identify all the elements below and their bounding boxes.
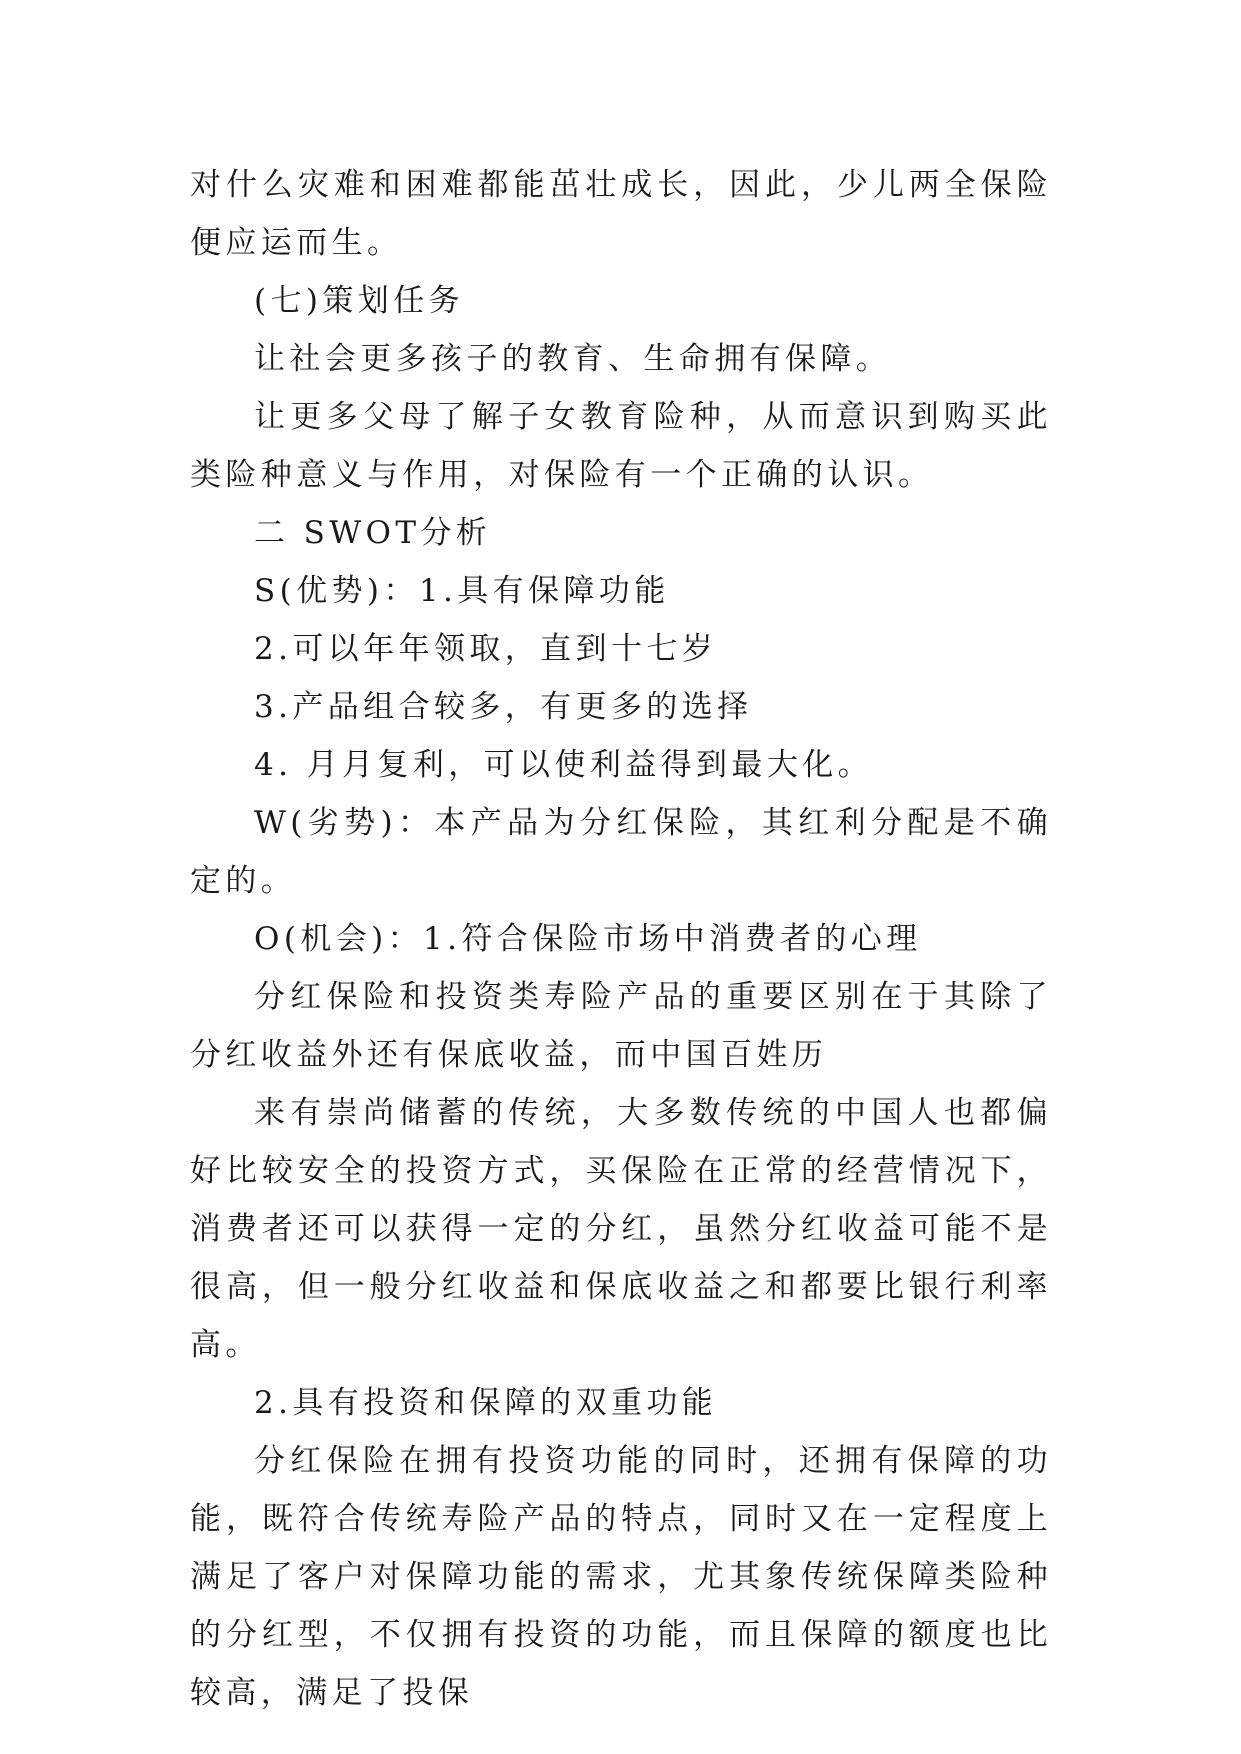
strength-item: S(优势)：1.具有保障功能 <box>254 573 670 609</box>
paragraph: 让社会更多孩子的教育、生命拥有保障。 <box>254 341 892 377</box>
strength-item: 2.可以年年领取，直到十七岁 <box>254 631 718 667</box>
paragraph: 来有崇尚储蓄的传统，大多数传统的中国人也都偏好比较安全的投资方式，买保险在正常的经营情况下，消费者还可以获得一定的分红，虽然分红收益可能不是很高，但一般分红收益和保底收益之和都要比银行利率高。 <box>190 1095 1052 1363</box>
paragraph: 分红保险和投资类寿险产品的重要区别在于其除了分红收益外还有保底收益，而中国百姓历 <box>190 979 1052 1073</box>
opportunity-item: 2.具有投资和保障的双重功能 <box>254 1385 718 1421</box>
strength-item: 3.产品组合较多，有更多的选择 <box>254 689 753 725</box>
section-heading-planning-task: (七)策划任务 <box>254 283 464 319</box>
paragraph: 对什么灾难和困难都能茁壮成长，因此，少儿两全保险便应运而生。 <box>190 167 1052 261</box>
paragraph: 让更多父母了解子女教育险种，从而意识到购买此类险种意义与作用，对保险有一个正确的认识。 <box>190 399 1052 493</box>
paragraph: 分红保险在拥有投资功能的同时，还拥有保障的功能，既符合传统寿险产品的特点，同时又在一定程度上满足了客户对保障功能的需求，尤其象传统保障类险种的分红型，不仅拥有投资的功能，而且保障的额度也比较高，满足了投保 <box>190 1443 1052 1711</box>
strength-item: 4. 月月复利，可以使利益得到最大化。 <box>254 747 874 783</box>
section-heading-swot: 二 SWOT分析 <box>254 515 492 551</box>
opportunity-item: O(机会)：1.符合保险市场中消费者的心理 <box>254 921 922 957</box>
weakness-item: W(劣势)：本产品为分红保险，其红利分配是不确定的。 <box>190 805 1052 899</box>
document-body <box>190 156 1052 1722</box>
